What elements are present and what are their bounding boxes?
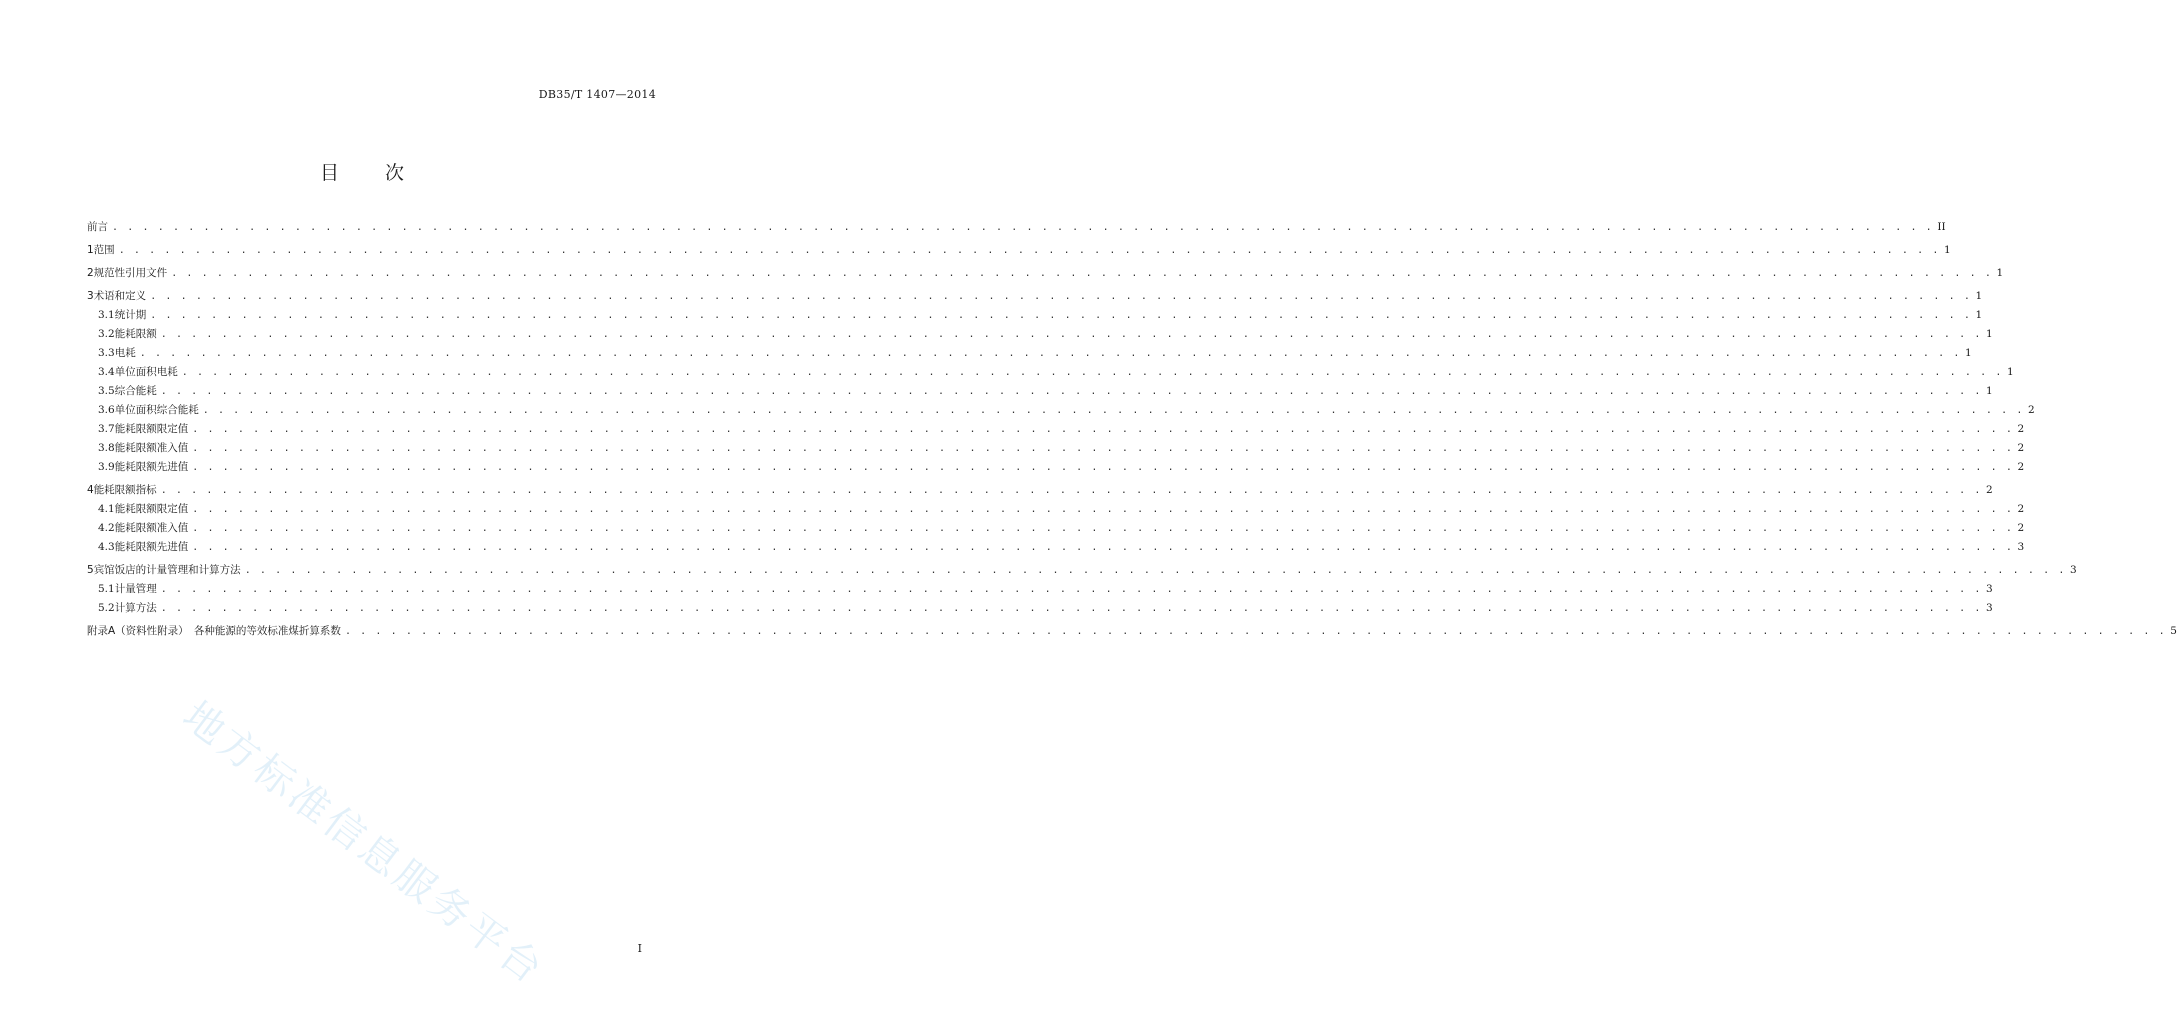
toc-entry-number: 3.4 — [98, 366, 115, 378]
toc-entry-number: 1 — [87, 244, 94, 256]
toc-entry-label: 能耗限额先进值 — [114, 541, 189, 553]
toc-entry-page: 2 — [1986, 484, 1993, 496]
toc-entry-label: 规范性引用文件 — [93, 267, 168, 279]
toc-entry-number: 4.3 — [98, 541, 115, 553]
toc-leader-dots: . . . . . . . . . . . . . . . . . . . . . . . . . . . . . . . . . . . . . . . . . . . . . . . . . . . . . . . . . . . . . . . . . . . . . . . . . . . . . . . . . . . . . . . . . . . . . . . . . . . . . . . . . . . . . . . . . . . . . . . . — [171, 268, 1993, 279]
toc-entry-label: 统计期 — [114, 309, 147, 321]
toc-leader-dots: . . . . . . . . . . . . . . . . . . . . . . . . . . . . . . . . . . . . . . . . . . . . . . . . . . . . . . . . . . . . . . . . . . . . . . . . . . . . . . . . . . . . . . . . . . . . . . . . . . . . . . . . . . . . . . . . . . . . . . . . — [181, 367, 2004, 378]
footer-page-number: I — [637, 942, 642, 955]
toc-entry[interactable] — [87, 520, 2025, 539]
toc-leader-dots: . . . . . . . . . . . . . . . . . . . . . . . . . . . . . . . . . . . . . . . . . . . . . . . . . . . . . . . . . . . . . . . . . . . . . . . . . . . . . . . . . . . . . . . . . . . . . . . . . . . . . . . . . . . . . . . . . . . . . . . . — [192, 523, 2014, 534]
toc-entry-page: 1 — [1975, 309, 1983, 321]
toc-entry-number: 3.9 — [98, 461, 115, 473]
toc-entry-page: 2 — [2017, 461, 2025, 473]
toc-entry[interactable] — [87, 459, 2025, 478]
toc-entry[interactable] — [87, 440, 2025, 459]
toc-entry[interactable] — [87, 219, 1946, 238]
toc-entry-label: 前言 — [87, 221, 108, 233]
toc-entry-number: 3.6 — [98, 404, 115, 416]
toc-entry-page: 2 — [2017, 522, 2025, 534]
toc-leader-dots: . . . . . . . . . . . . . . . . . . . . . . . . . . . . . . . . . . . . . . . . . . . . . . . . . . . . . . . . . . . . . . . . . . . . . . . . . . . . . . . . . . . . . . . . . . . . . . . . . . . . . . . . . . . . . . . . . . . . . . . . — [244, 565, 2066, 576]
toc-leader-dots: . . . . . . . . . . . . . . . . . . . . . . . . . . . . . . . . . . . . . . . . . . . . . . . . . . . . . . . . . . . . . . . . . . . . . . . . . . . . . . . . . . . . . . . . . . . . . . . . . . . . . . . . . . . . . . . . . . . . . . . . — [192, 542, 2014, 553]
toc-entry-page: 1 — [1996, 267, 2004, 279]
toc-leader-dots: . . . . . . . . . . . . . . . . . . . . . . . . . . . . . . . . . . . . . . . . . . . . . . . . . . . . . . . . . . . . . . . . . . . . . . . . . . . . . . . . . . . . . . . . . . . . . . . . . . . . . . . . . . . . . . . . . . . . . . . . — [202, 405, 2025, 416]
toc-entry-number: 5.2 — [98, 602, 115, 614]
toc-leader-dots: . . . . . . . . . . . . . . . . . . . . . . . . . . . . . . . . . . . . . . . . . . . . . . . . . . . . . . . . . . . . . . . . . . . . . . . . . . . . . . . . . . . . . . . . . . . . . . . . . . . . . . . . . . . . . . . . . . . . . . . . — [112, 222, 1934, 233]
toc-entry-number: 5 — [87, 564, 94, 576]
toc-entry-page: 3 — [1986, 583, 1993, 595]
toc-leader-dots: . . . . . . . . . . . . . . . . . . . . . . . . . . . . . . . . . . . . . . . . . . . . . . . . . . . . . . . . . . . . . . . . . . . . . . . . . . . . . . . . . . . . . . . . . . . . . . . . . . . . . . . . . . . . . . . . . . . . . . . . — [118, 245, 1940, 256]
toc-entry-label: 附录A（资料性附录） 各种能源的等效标准煤折算系数 — [87, 625, 341, 637]
toc-entry-label: 能耗限额准入值 — [114, 522, 189, 534]
toc-entry-page: 3 — [2017, 541, 2025, 553]
toc-entry-number: 3.2 — [98, 328, 115, 340]
toc-entry-page: 2 — [2017, 423, 2025, 435]
toc-entry-label: 单位面积综合能耗 — [114, 404, 199, 416]
toc-entry-page: 2 — [2017, 442, 2025, 454]
toc-entry-page: 1 — [1965, 347, 1972, 359]
toc-entry[interactable] — [87, 265, 2004, 284]
toc-entry-label: 能耗限额 — [114, 328, 157, 340]
toc-entry-label: 术语和定义 — [93, 290, 147, 302]
toc-entry-number: 3.3 — [98, 347, 115, 359]
toc-entry-number: 2 — [87, 267, 94, 279]
toc-entry-number: 3 — [87, 290, 94, 302]
toc-entry[interactable] — [87, 581, 1993, 600]
toc-entry-label: 范围 — [93, 244, 115, 256]
toc-entry[interactable] — [87, 501, 2025, 520]
table-of-contents — [87, 219, 2177, 642]
toc-entry-label: 电耗 — [114, 347, 136, 359]
toc-entry[interactable] — [87, 623, 2177, 642]
toc-leader-dots: . . . . . . . . . . . . . . . . . . . . . . . . . . . . . . . . . . . . . . . . . . . . . . . . . . . . . . . . . . . . . . . . . . . . . . . . . . . . . . . . . . . . . . . . . . . . . . . . . . . . . . . . . . . . . . . . . . . . . . . . — [160, 386, 1983, 397]
toc-entry-number: 3.5 — [98, 385, 115, 397]
toc-entry[interactable] — [87, 482, 1993, 501]
toc-entry-page: 1 — [1944, 244, 1951, 256]
toc-leader-dots: . . . . . . . . . . . . . . . . . . . . . . . . . . . . . . . . . . . . . . . . . . . . . . . . . . . . . . . . . . . . . . . . . . . . . . . . . . . . . . . . . . . . . . . . . . . . . . . . . . . . . . . . . . . . . . . . . . . . . . . . — [150, 310, 1972, 321]
toc-entry[interactable] — [87, 364, 2014, 383]
toc-entry-number: 3.8 — [98, 442, 115, 454]
toc-leader-dots: . . . . . . . . . . . . . . . . . . . . . . . . . . . . . . . . . . . . . . . . . . . . . . . . . . . . . . . . . . . . . . . . . . . . . . . . . . . . . . . . . . . . . . . . . . . . . . . . . . . . . . . . . . . . . . . . . . . . . . . . — [344, 626, 2167, 637]
toc-entry-label: 能耗限额准入值 — [114, 442, 189, 454]
toc-entry-page: 5 — [2170, 625, 2177, 637]
toc-entry[interactable] — [87, 539, 2025, 558]
toc-entry-page: 3 — [2070, 564, 2077, 576]
toc-entry-label: 能耗限额先进值 — [114, 461, 189, 473]
toc-entry-page: 1 — [1986, 385, 1993, 397]
toc-entry-number: 3.7 — [98, 423, 115, 435]
toc-entry-page: 2 — [2017, 503, 2025, 515]
toc-leader-dots: . . . . . . . . . . . . . . . . . . . . . . . . . . . . . . . . . . . . . . . . . . . . . . . . . . . . . . . . . . . . . . . . . . . . . . . . . . . . . . . . . . . . . . . . . . . . . . . . . . . . . . . . . . . . . . . . . . . . . . . . — [139, 348, 1962, 359]
toc-leader-dots: . . . . . . . . . . . . . . . . . . . . . . . . . . . . . . . . . . . . . . . . . . . . . . . . . . . . . . . . . . . . . . . . . . . . . . . . . . . . . . . . . . . . . . . . . . . . . . . . . . . . . . . . . . . . . . . . . . . . . . . . — [192, 462, 2014, 473]
toc-entry-number: 3.1 — [98, 309, 115, 321]
toc-entry[interactable] — [87, 383, 1993, 402]
toc-entry-label: 计算方法 — [114, 602, 157, 614]
toc-entry[interactable] — [87, 562, 2077, 581]
toc-entry-page: II — [1937, 221, 1946, 233]
toc-leader-dots: . . . . . . . . . . . . . . . . . . . . . . . . . . . . . . . . . . . . . . . . . . . . . . . . . . . . . . . . . . . . . . . . . . . . . . . . . . . . . . . . . . . . . . . . . . . . . . . . . . . . . . . . . . . . . . . . . . . . . . . . — [160, 603, 1983, 614]
toc-leader-dots: . . . . . . . . . . . . . . . . . . . . . . . . . . . . . . . . . . . . . . . . . . . . . . . . . . . . . . . . . . . . . . . . . . . . . . . . . . . . . . . . . . . . . . . . . . . . . . . . . . . . . . . . . . . . . . . . . . . . . . . . — [160, 584, 1983, 595]
toc-entry[interactable] — [87, 307, 1983, 326]
toc-leader-dots: . . . . . . . . . . . . . . . . . . . . . . . . . . . . . . . . . . . . . . . . . . . . . . . . . . . . . . . . . . . . . . . . . . . . . . . . . . . . . . . . . . . . . . . . . . . . . . . . . . . . . . . . . . . . . . . . . . . . . . . . — [192, 424, 2014, 435]
toc-leader-dots: . . . . . . . . . . . . . . . . . . . . . . . . . . . . . . . . . . . . . . . . . . . . . . . . . . . . . . . . . . . . . . . . . . . . . . . . . . . . . . . . . . . . . . . . . . . . . . . . . . . . . . . . . . . . . . . . . . . . . . . . — [160, 329, 1983, 340]
toc-entry[interactable] — [87, 402, 2035, 421]
toc-entry[interactable] — [87, 600, 1993, 619]
toc-entry[interactable] — [87, 242, 1951, 261]
page-title: 目 次 — [319, 162, 425, 184]
toc-entry-number: 4.2 — [98, 522, 115, 534]
toc-entry-number: 4.1 — [98, 503, 115, 515]
toc-entry[interactable] — [87, 326, 1993, 345]
toc-entry-label: 能耗限额限定值 — [114, 503, 189, 515]
toc-entry-number: 5.1 — [98, 583, 115, 595]
toc-entry-label: 单位面积电耗 — [114, 366, 178, 378]
toc-leader-dots: . . . . . . . . . . . . . . . . . . . . . . . . . . . . . . . . . . . . . . . . . . . . . . . . . . . . . . . . . . . . . . . . . . . . . . . . . . . . . . . . . . . . . . . . . . . . . . . . . . . . . . . . . . . . . . . . . . . . . . . . — [192, 504, 2014, 515]
toc-leader-dots: . . . . . . . . . . . . . . . . . . . . . . . . . . . . . . . . . . . . . . . . . . . . . . . . . . . . . . . . . . . . . . . . . . . . . . . . . . . . . . . . . . . . . . . . . . . . . . . . . . . . . . . . . . . . . . . . . . . . . . . . — [160, 485, 1982, 496]
toc-entry-number: 4 — [87, 484, 94, 496]
toc-entry-label: 能耗限额指标 — [93, 484, 157, 496]
toc-entry[interactable] — [87, 288, 1983, 307]
toc-entry-label: 能耗限额限定值 — [114, 423, 189, 435]
toc-entry-label: 计量管理 — [114, 583, 157, 595]
toc-entry[interactable] — [87, 345, 1972, 364]
toc-entry-label: 综合能耗 — [114, 385, 157, 397]
toc-entry[interactable] — [87, 421, 2025, 440]
toc-entry-page: 1 — [2007, 366, 2014, 378]
doc-code: DB35/T 1407—2014 — [538, 88, 656, 101]
toc-leader-dots: . . . . . . . . . . . . . . . . . . . . . . . . . . . . . . . . . . . . . . . . . . . . . . . . . . . . . . . . . . . . . . . . . . . . . . . . . . . . . . . . . . . . . . . . . . . . . . . . . . . . . . . . . . . . . . . . . . . . . . . . — [192, 443, 2014, 454]
toc-leader-dots: . . . . . . . . . . . . . . . . . . . . . . . . . . . . . . . . . . . . . . . . . . . . . . . . . . . . . . . . . . . . . . . . . . . . . . . . . . . . . . . . . . . . . . . . . . . . . . . . . . . . . . . . . . . . . . . . . . . . . . . . — [150, 291, 1972, 302]
toc-entry-page: 2 — [2028, 404, 2035, 416]
toc-entry-page: 1 — [1975, 290, 1983, 302]
watermark: 地方标准信息服务平台 — [174, 692, 554, 995]
toc-entry-page: 1 — [1986, 328, 1993, 340]
toc-entry-page: 3 — [1986, 602, 1993, 614]
toc-entry-label: 宾馆饭店的计量管理和计算方法 — [93, 564, 241, 576]
